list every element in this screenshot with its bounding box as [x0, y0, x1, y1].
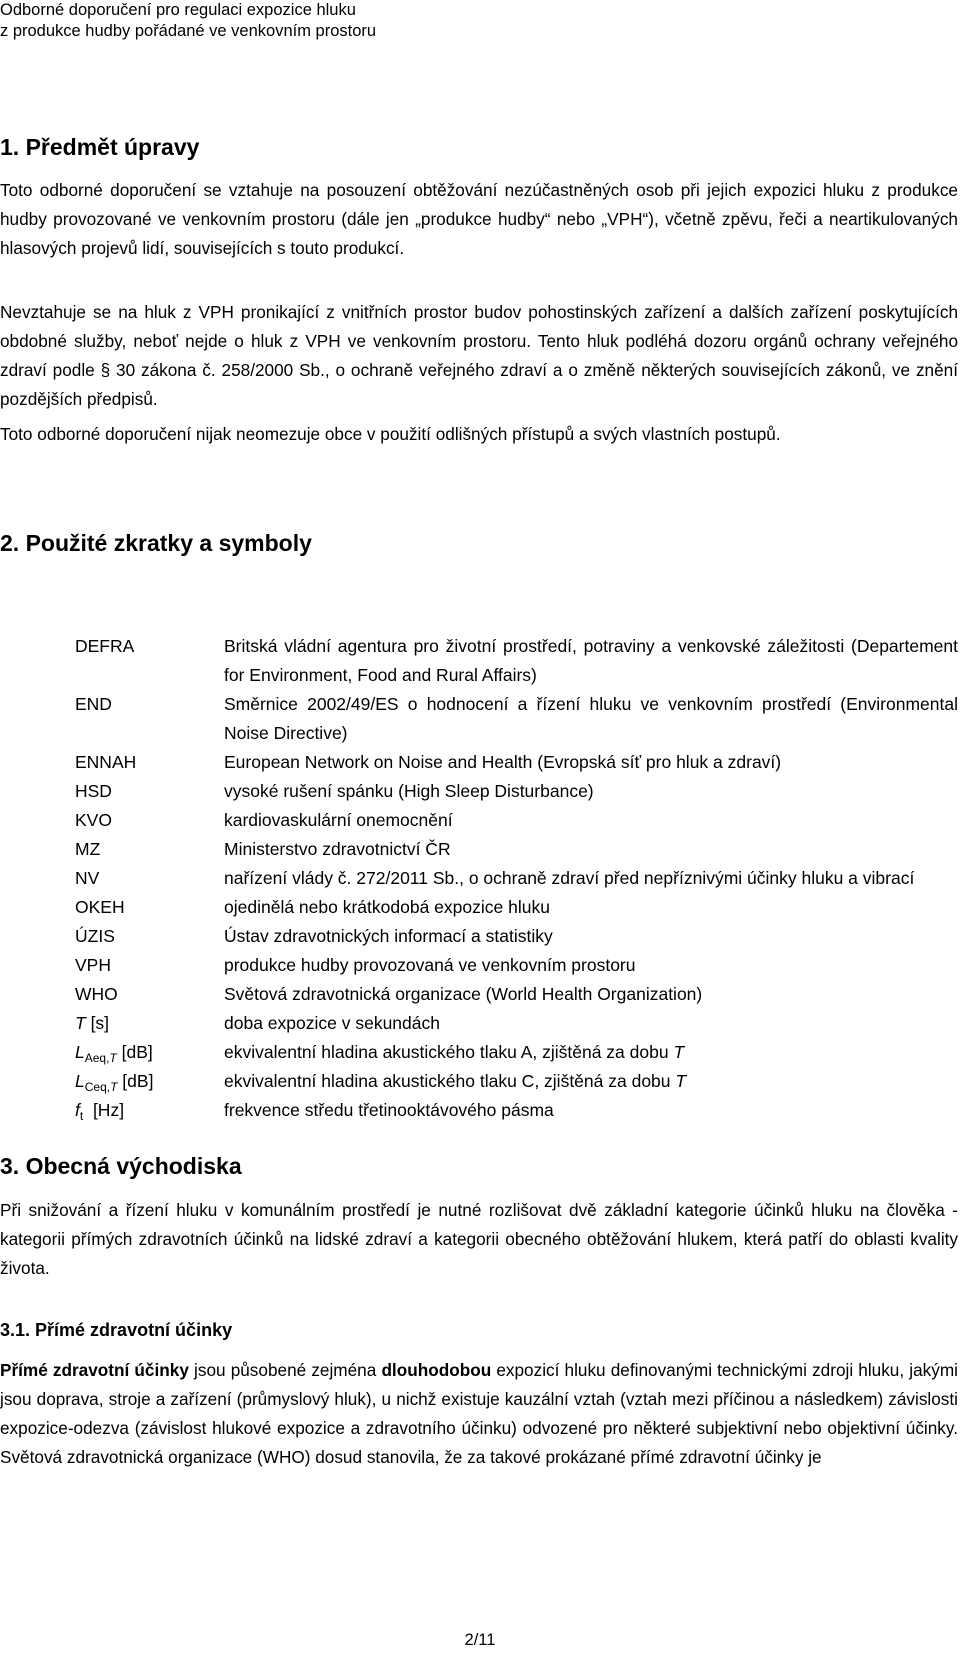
abbreviation-definition: European Network on Noise and Health (Evropská síť pro hluk a zdraví)	[224, 752, 782, 772]
abbreviation-definition: produkce hudby provozovaná ve venkovním prostoru	[224, 955, 636, 975]
symbol-subscript-italic: T	[110, 1080, 118, 1094]
symbol-term	[75, 1038, 153, 1067]
abbreviation-term: DEFRA	[75, 636, 135, 656]
symbol-subscript-text: Aeq,	[84, 1051, 110, 1065]
abbreviation-term: KVO	[75, 810, 112, 830]
paragraph-text-segment: jsou působené zejména	[188, 1360, 382, 1380]
symbol-subscript	[85, 1080, 118, 1094]
abbreviation-row	[0, 748, 960, 777]
running-header-line-1: Odborné doporučení pro regulaci expozice hluku	[0, 1, 356, 19]
symbol-definition-italic: T	[673, 1042, 685, 1062]
symbol-term	[75, 1067, 153, 1096]
symbol-definition-text: ekvivalentní hladina akustického tlaku A, zjištěná za dobu	[224, 1042, 674, 1062]
abbreviation-term: ÚZIS	[75, 926, 115, 946]
abbreviation-term: HSD	[75, 781, 112, 801]
abbreviation-definition: Směrnice 2002/49/ES o hodnocení a řízení hluku ve venkovním prostředí (Environmental Noise Directive)	[224, 694, 958, 743]
section-3-paragraph-1: Při snižování a řízení hluku v komunálním prostředí je nutné rozlišovat dvě základní kategorie účinků hluku na člověka - kategorii přímých zdravotních účinků na lidské zdraví a kategorii obecného obtěžování hlukem, která patří do oblasti kvality života.	[0, 1200, 958, 1278]
symbol-letter: L	[75, 1071, 85, 1091]
section-1-paragraph-1: Toto odborné doporučení se vztahuje na posouzení obtěžování nezúčastněných osob při jejich expozici hluku z produkce hudby provozované ve venkovním prostoru (dále jen „produkce hudby“ nebo „VPH“), včetně zpěvu, řeči a neartikulovaných hlasových projevů lidí, souvisejících s touto produkcí.	[0, 180, 958, 258]
symbol-definition	[224, 1096, 958, 1125]
abbreviation-term: MZ	[75, 839, 101, 859]
section-3-title: 3. Obecná východiska	[0, 1153, 242, 1179]
symbol-subscript-italic: T	[109, 1051, 117, 1065]
symbol-unit: [dB]	[116, 1042, 153, 1062]
symbol-definition-text: ekvivalentní hladina akustického tlaku C, zjištěná za dobu	[224, 1071, 676, 1091]
symbol-row	[0, 1009, 960, 1038]
abbreviation-definition: ojedinělá nebo krátkodobá expozice hluku	[224, 897, 550, 917]
section-3-1-paragraph	[0, 1356, 958, 1472]
abbreviation-definition: Ústav zdravotnických informací a statistiky	[224, 926, 553, 946]
abbreviation-row	[0, 893, 960, 922]
abbreviation-definition: Ministerstvo zdravotnictví ČR	[224, 839, 451, 859]
symbol-definition	[224, 1067, 958, 1096]
abbreviation-list	[0, 632, 960, 1125]
abbreviation-row	[0, 864, 960, 893]
symbol-row	[0, 1038, 960, 1067]
section-3-1-title: 3.1. Přímé zdravotní účinky	[0, 1320, 233, 1340]
abbreviation-definition: vysoké rušení spánku (High Sleep Disturbance)	[224, 781, 594, 801]
abbreviation-row	[0, 690, 960, 748]
abbreviation-row	[0, 777, 960, 806]
symbol-subscript-text: Ceq,	[84, 1080, 111, 1094]
abbreviation-definition: Britská vládní agentura pro životní prostředí, potraviny a venkovské záležitosti (Departement for Environment, Food and Rural Affairs)	[224, 636, 958, 685]
symbol-unit: [dB]	[117, 1071, 154, 1091]
section-1-paragraph-3: Toto odborné doporučení nijak neomezuje obce v použití odlišných přístupů a svých vlastních postupů.	[0, 424, 781, 444]
symbol-letter: L	[75, 1042, 85, 1062]
abbreviation-term: OKEH	[75, 897, 125, 917]
running-header	[0, 0, 376, 42]
abbreviation-row	[0, 632, 960, 690]
abbreviation-row	[0, 806, 960, 835]
symbol-subscript-text: t	[79, 1109, 84, 1123]
symbol-definition	[224, 1038, 958, 1067]
abbreviation-term: NV	[75, 868, 100, 888]
abbreviation-row	[0, 980, 960, 1009]
running-header-line-2: z produkce hudby pořádané ve venkovním prostoru	[0, 22, 377, 40]
abbreviation-term: ENNAH	[75, 752, 137, 772]
abbreviation-row	[0, 922, 960, 951]
abbreviation-row	[0, 951, 960, 980]
symbol-definition-italic: T	[675, 1071, 687, 1091]
symbol-row	[0, 1067, 960, 1096]
abbreviation-definition: kardiovaskulární onemocnění	[224, 810, 453, 830]
symbol-unit: [Hz]	[83, 1100, 125, 1120]
abbreviation-definition: Světová zdravotnická organizace (World Health Organization)	[224, 984, 703, 1004]
abbreviation-term: END	[75, 694, 112, 714]
symbol-definition	[224, 1009, 958, 1038]
symbol-term	[75, 1009, 109, 1038]
section-2-title: 2. Použité zkratky a symboly	[0, 530, 312, 556]
abbreviation-term: VPH	[75, 955, 111, 975]
section-1-paragraph-2: Nevztahuje se na hluk z VPH pronikající z vnitřních prostor budov pohostinských zařízení a dalších zařízení poskytujících obdobné služby, neboť nejde o hluk z VPH ve venkovním prostoru. Tento hluk podléhá dozoru orgánů ochrany veřejného zdraví podle § 30 zákona č. 258/2000 Sb., o ochraně veřejného zdraví a o změně některých souvisejících zákonů, ve znění pozdějších předpisů.	[0, 302, 958, 409]
paragraph-text-segment: expozicí hluku definovanými technickými zdroji hluku, jakými jsou doprava, stroje a zařízení (průmyslový hluk), u nichž existuje kauzální vztah (vztah mezi příčinou a následkem) závislosti expozice-odezva (závislost hlukové expozice a zdravotního účinku) odvozené pro některé subjektivní nebo objektivní účinky. Světová zdravotnická organizace (WHO) dosud stanovila, že za takové prokázané přímé zdravotní účinky je	[0, 1360, 958, 1467]
symbol-definition-text: doba expozice v sekundách	[224, 1013, 440, 1033]
symbol-letter: f	[75, 1100, 80, 1120]
symbol-unit: [s]	[85, 1013, 110, 1033]
abbreviation-row	[0, 835, 960, 864]
symbol-subscript	[85, 1051, 117, 1065]
section-1-title: 1. Předmět úpravy	[0, 134, 200, 160]
abbreviation-definition: nařízení vlády č. 272/2011 Sb., o ochraně zdraví před nepříznivými účinky hluku a vibrací	[224, 868, 915, 888]
symbol-term	[75, 1096, 124, 1125]
symbol-definition-text: frekvence středu třetinooktávového pásma	[224, 1100, 554, 1120]
abbreviation-term: WHO	[75, 984, 118, 1004]
symbol-row	[0, 1096, 960, 1125]
bold-term-long-term: dlouhodobou	[381, 1360, 492, 1380]
symbol-letter: T	[75, 1013, 86, 1033]
page-number: 2/11	[464, 1631, 496, 1649]
bold-term-direct-effects: Přímé zdravotní účinky	[0, 1360, 189, 1380]
